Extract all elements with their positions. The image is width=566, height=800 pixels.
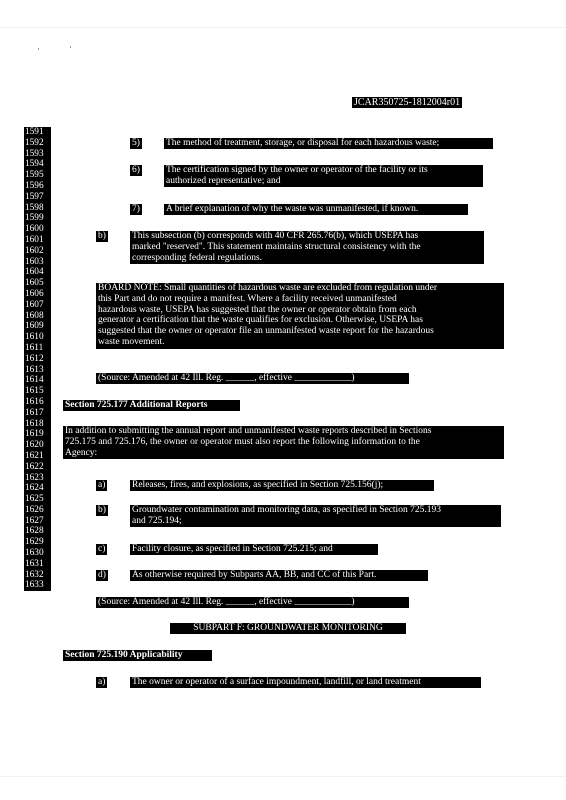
line-number: 1606 xyxy=(25,288,44,299)
scan-speck xyxy=(38,48,39,50)
line-number: 1617 xyxy=(25,407,44,418)
item-label: a) xyxy=(98,677,106,687)
subsection-text xyxy=(130,231,484,264)
list-item-text xyxy=(164,165,483,187)
line-number: 1618 xyxy=(25,418,44,429)
line-number: 1631 xyxy=(25,558,44,569)
line-number: 1605 xyxy=(25,278,44,289)
line-number: 1630 xyxy=(25,548,44,559)
text-line: 725.175 and 725.176, the owner or operator must also report the following information to the xyxy=(65,436,420,447)
text-line: suggested that the owner or operator file an unmanifested waste report for the hazardous xyxy=(98,326,434,337)
list-item-text: The method of treatment, storage, or disposal for each hazardous waste; xyxy=(164,138,493,149)
line-number: 1623 xyxy=(25,472,44,483)
list-item-text: The owner or operator of a surface impoundment, landfill, or land treatment xyxy=(130,677,481,688)
text-line: Groundwater contamination and monitoring data, as specified in Section 725.193 xyxy=(132,505,441,515)
line-number: 1608 xyxy=(25,310,44,321)
item-label: d) xyxy=(98,570,106,580)
text-line: This subsection (b) corresponds with 40 CFR 265.76(b), which USEPA has xyxy=(132,231,419,241)
line-number: 1593 xyxy=(25,148,44,159)
line-number: 1622 xyxy=(25,461,44,472)
line-number: 1612 xyxy=(25,353,44,364)
source-note: (Source: Amended at 42 Ill. Reg. ______, effective ____________) xyxy=(96,373,409,384)
list-item-text: Facility closure, as specified in Section 725.215; and xyxy=(130,544,378,555)
line-number: 1607 xyxy=(25,299,44,310)
line-number: 1601 xyxy=(25,234,44,245)
line-number: 1597 xyxy=(25,191,44,202)
line-number: 1609 xyxy=(25,321,44,332)
line-number: 1624 xyxy=(25,483,44,494)
document-header-id: JCAR350725-1812004r01 xyxy=(354,97,461,108)
line-number: 1625 xyxy=(25,494,44,505)
item-label: 5) xyxy=(132,138,140,148)
line-number: 1604 xyxy=(25,267,44,278)
list-item-text: As otherwise required by Subparts AA, BB, and CC of this Part. xyxy=(130,570,428,581)
text-line: and 725.194; xyxy=(132,515,182,526)
section-heading: Section 725.190 Applicability xyxy=(63,650,212,661)
list-item-text xyxy=(130,505,501,527)
text-line: corresponding federal regulations. xyxy=(132,252,263,263)
text-line: hazardous waste, USEPA has suggested that the owner or operator obtain from each xyxy=(98,304,417,315)
line-number: 1620 xyxy=(25,440,44,451)
text-line: generator a certification that the waste qualifies for exclusion. Otherwise, USEPA has xyxy=(98,315,423,326)
line-number: 1633 xyxy=(25,580,44,591)
line-number: 1632 xyxy=(25,569,44,580)
line-number: 1603 xyxy=(25,256,44,267)
text-line: waste movement. xyxy=(98,336,165,347)
item-label: b) xyxy=(98,231,106,241)
section-heading: Section 725.177 Additional Reports xyxy=(63,400,240,411)
line-number: 1614 xyxy=(25,375,44,386)
source-note: (Source: Amended at 42 Ill. Reg. ______, effective ____________) xyxy=(96,597,409,608)
section-intro xyxy=(63,426,504,459)
text-line: BOARD NOTE: Small quantities of hazardous waste are excluded from regulation under xyxy=(98,283,438,293)
item-label: c) xyxy=(98,544,106,554)
line-number: 1629 xyxy=(25,537,44,548)
item-label: a) xyxy=(98,480,106,490)
line-number-column xyxy=(24,127,51,591)
list-item-text: A brief explanation of why the waste was unmanifested, if known. xyxy=(164,204,468,215)
page-top-edge xyxy=(0,27,566,28)
text-line: authorized representative; and xyxy=(166,175,281,186)
line-number: 1610 xyxy=(25,332,44,343)
text-line: In addition to submitting the annual report and unmanifested waste reports described in Sections xyxy=(65,426,432,436)
line-number: 1615 xyxy=(25,386,44,397)
line-number: 1627 xyxy=(25,515,44,526)
item-label: 7) xyxy=(132,204,140,214)
page-bottom-edge xyxy=(0,776,566,777)
line-number: 1591 xyxy=(25,127,44,137)
line-number: 1621 xyxy=(25,450,44,461)
line-number: 1628 xyxy=(25,526,44,537)
line-number: 1599 xyxy=(25,213,44,224)
text-line: marked "reserved". This statement maintains structural consistency with the xyxy=(132,241,421,252)
item-label: 6) xyxy=(132,165,140,175)
text-line: The certification signed by the owner or operator of the facility or its xyxy=(166,165,428,175)
line-number: 1626 xyxy=(25,504,44,515)
text-line: this Part and do not require a manifest. Where a facility received unmanifested xyxy=(98,293,397,304)
line-number: 1611 xyxy=(25,342,44,353)
list-item-text: Releases, fires, and explosions, as specified in Section 725.156(j); xyxy=(130,480,434,491)
line-number: 1596 xyxy=(25,180,44,191)
line-number: 1598 xyxy=(25,202,44,213)
line-number: 1613 xyxy=(25,364,44,375)
scan-speck xyxy=(70,46,71,48)
line-number: 1619 xyxy=(25,429,44,440)
line-number: 1594 xyxy=(25,159,44,170)
text-line: Agency: xyxy=(65,447,98,458)
line-number: 1592 xyxy=(25,137,44,148)
line-number: 1595 xyxy=(25,170,44,181)
subpart-heading: SUBPART F: GROUNDWATER MONITORING xyxy=(170,623,406,634)
board-note xyxy=(96,283,504,349)
line-number: 1602 xyxy=(25,245,44,256)
line-number: 1616 xyxy=(25,396,44,407)
item-label: b) xyxy=(98,505,106,515)
line-number: 1600 xyxy=(25,224,44,235)
